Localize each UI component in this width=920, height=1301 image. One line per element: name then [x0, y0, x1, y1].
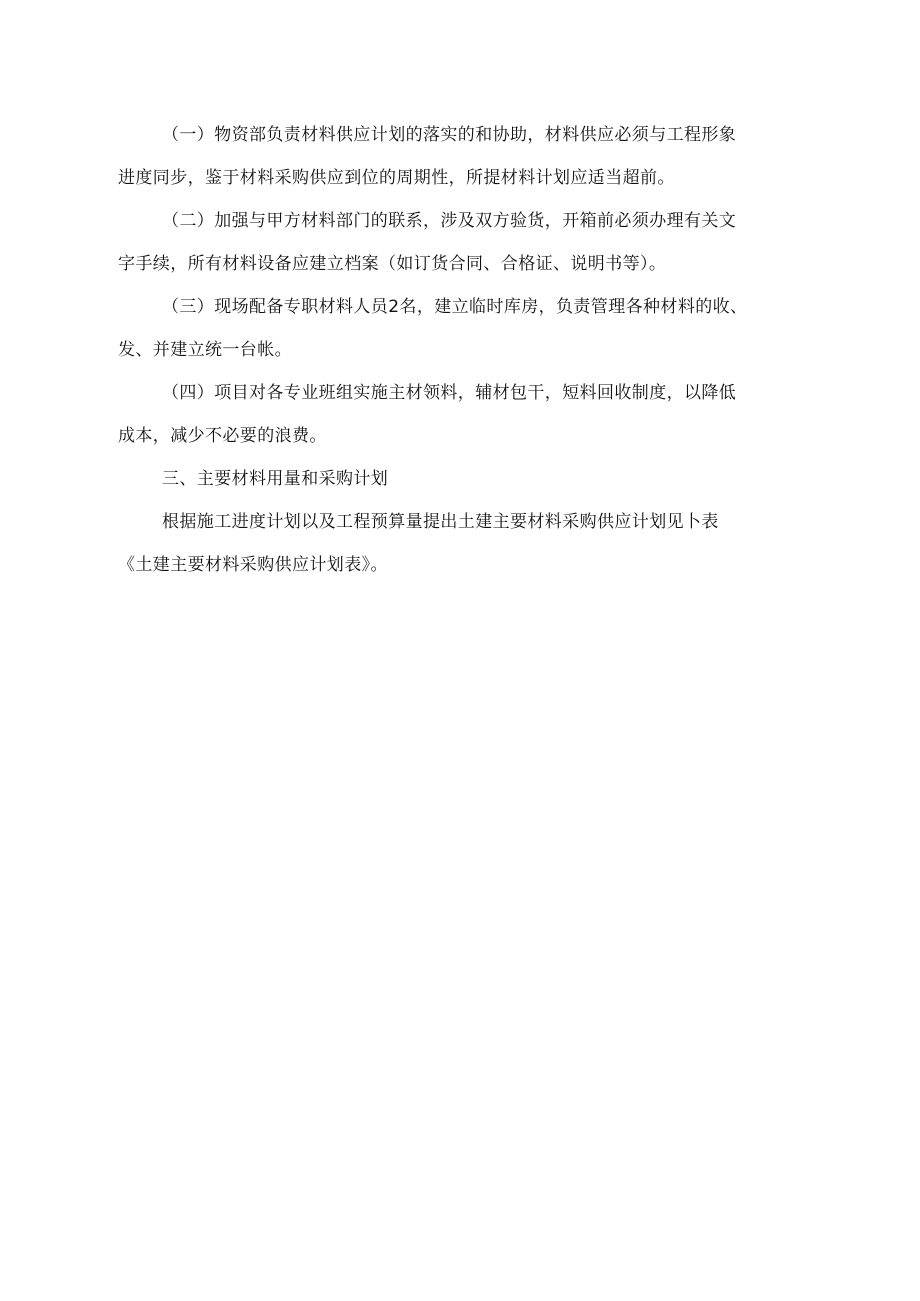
paragraph-line: （三）现场配备专职材料人员2名，建立临时库房，负责管理各种材料的收、 [162, 297, 748, 317]
document-body [118, 114, 824, 587]
paragraph-line: 发、并建立统一台帐。 [118, 340, 292, 360]
paragraph-line: （四）项目对各专业班组实施主材领料，辅材包干，短料回收制度，以降低 [162, 383, 737, 403]
paragraph-line: 《土建主要材料采购供应计划表》。 [118, 555, 388, 575]
paragraph-procurement-plan [118, 501, 824, 587]
paragraph-line: 进度同步，鉴于材料采购供应到位的周期性，所提材料计划应适当超前。 [118, 168, 675, 188]
paragraph-owner-liaison [118, 200, 824, 286]
paragraph-line: 字手续，所有材料设备应建立档案（如订货合同、合格证、说明书等）。 [118, 254, 667, 274]
paragraph-site-staffing [118, 286, 824, 372]
section-heading [118, 458, 824, 501]
paragraph-line: 成本，减少不必要的浪费。 [118, 426, 327, 446]
paragraph-line: （一）物资部负责材料供应计划的落实的和协助，材料供应必须与工程形象 [162, 125, 737, 145]
paragraph-material-control [118, 372, 824, 458]
paragraph-line: 根据施工进度计划以及工程预算量提出土建主要材料采购供应计划见卜表 [162, 512, 719, 532]
paragraph-line: （二）加强与甲方材料部门的联系，涉及双方验货，开箱前必须办理有关文 [162, 211, 737, 231]
paragraph-material-plan [118, 114, 824, 200]
section-heading-text: 三、主要材料用量和采购计划 [162, 469, 389, 489]
